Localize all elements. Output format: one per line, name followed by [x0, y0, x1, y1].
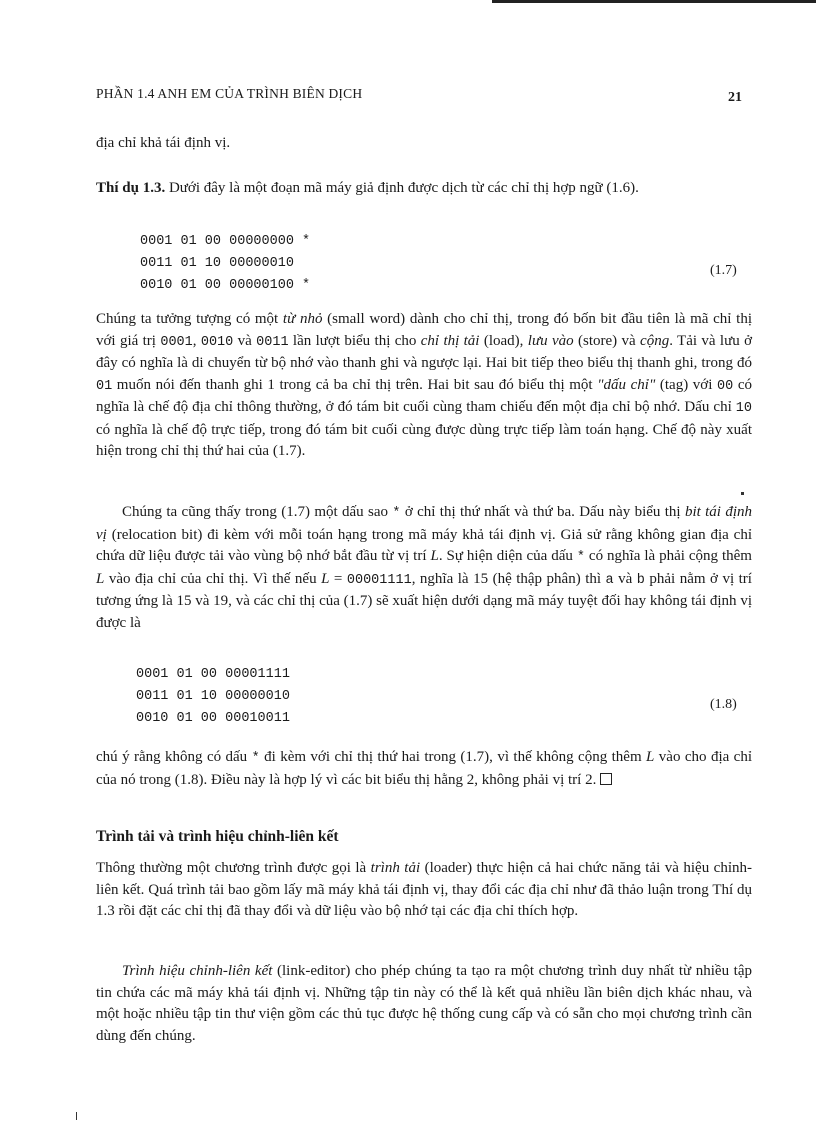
paragraph-loader: Thông thường một chương trình được gọi là trình tải (loader) thực hiện cả hai chức năng tải và hiệu chỉnh-liên kết. Quá trình tải bao gồm lấy mã máy khả tái định vị, thay đổi các địa chỉ như đã thảo luận trong Thí dụ 1.3 rồi đặt các chỉ thị đã thay đổi và dữ liệu vào bộ nhớ tại các địa chỉ thích hợp.	[96, 860, 752, 919]
margin-mark	[76, 1112, 77, 1120]
code-line: 0010 01 00 00010011	[136, 711, 290, 726]
example-text: Dưới đây là một đoạn mã máy giả định được dịch từ các chỉ thị hợp ngữ (1.6).	[165, 180, 639, 196]
code-line: 0011 01 10 00000010	[140, 256, 294, 271]
code-line: 0010 01 00 00000100 *	[140, 278, 311, 293]
paragraph-small-word: Chúng ta tưởng tượng có một từ nhỏ (small word) dành cho chỉ thị, trong đó bốn bit đầu tiên là mã chỉ thị với giá trị 0001, 0010 và 0011 lần lượt biểu thị cho chỉ thị tải (load), lưu vào (store) và cộng. Tải và lưu ở đây có nghĩa là di chuyển từ bộ nhớ vào thanh ghi và ngược lại. Hai bit tiếp theo biểu thị thanh ghi, trong đó 01 muốn nói đến thanh ghi 1 trong cả ba chỉ thị trên. Hai bit sau đó biểu thị một "dấu chỉ" (tag) với 00 có nghĩa là chế độ địa chỉ thông thường, ở đó tám bit cuối cùng tham chiếu đến một địa chỉ bộ nhớ. Dấu chỉ 10 có nghĩa là chế độ trực tiếp, trong đó tám bit cuối cùng được dùng trực tiếp làm toán hạng. Chế độ này xuất hiện trong chỉ thị thứ hai của (1.7).	[96, 311, 753, 459]
stray-mark	[741, 492, 744, 495]
paragraph-link-editor: Trình hiệu chỉnh-liên kết (link-editor) cho phép chúng ta tạo ra một chương trình duy nhất từ nhiều tập tin chứa các mã máy khả tái định vị. Những tập tin này có thể là kết quả nhiều lần biên dịch khác nhau, và một hoặc nhiều tập tin thư viện gồm các thủ tục được hệ thống cung cấp và có sẵn cho mọi chương trình cần dùng đến chúng.	[96, 963, 753, 1044]
paragraph-note: chú ý rằng không có dấu * đi kèm với chỉ thị thứ hai trong (1.7), vì thế không cộng thêm L vào cho địa chỉ của nó trong (1.8). Điều này là hợp lý vì các bit biểu thị hằng 2, không phải vị trí 2.	[96, 749, 752, 788]
example-paragraph	[96, 178, 752, 200]
code-line: 0001 01 00 00001111	[136, 667, 290, 682]
top-rule	[492, 0, 816, 3]
code-line: 0001 01 00 00000000 *	[140, 234, 311, 249]
paragraph-relocation-bit: Chúng ta cũng thấy trong (1.7) một dấu sao * ở chỉ thị thứ nhất và thứ ba. Dấu này biểu thị bit tái định vị (relocation bit) đi kèm với mỗi toán hạng trong mã máy khả tái định vị. Giả sử rằng không gian địa chỉ chứa dữ liệu được tải vào vùng bộ nhớ bắt đầu từ vị trí L. Sự hiện diện của dấu * có nghĩa là phải cộng thêm L vào địa chỉ của chỉ thị. Vì thế nếu L = 00001111, nghĩa là 15 (hệ thập phân) thì a và b phải nằm ở vị trí tương ứng là 15 và 19, và các chỉ thị của (1.7) sẽ xuất hiện dưới dạng mã máy tuyệt đối hay không tái định vị được là	[96, 504, 752, 631]
equation-label-1-7: (1.7)	[710, 263, 737, 278]
intro-line: địa chỉ khả tái định vị.	[96, 135, 231, 151]
code-line: 0011 01 10 00000010	[136, 689, 290, 704]
running-header: PHẦN 1.4 ANH EM CỦA TRÌNH BIÊN DỊCH	[96, 86, 363, 101]
end-of-example-icon	[600, 773, 612, 785]
code-block-1-7	[140, 231, 310, 297]
equation-label-1-8: (1.8)	[710, 697, 737, 712]
section-heading: Trình tải và trình hiệu chỉnh-liên kết	[96, 828, 339, 845]
page-number: 21	[728, 90, 742, 105]
code-block-1-8	[136, 664, 290, 730]
example-label: Thí dụ 1.3.	[96, 180, 166, 196]
